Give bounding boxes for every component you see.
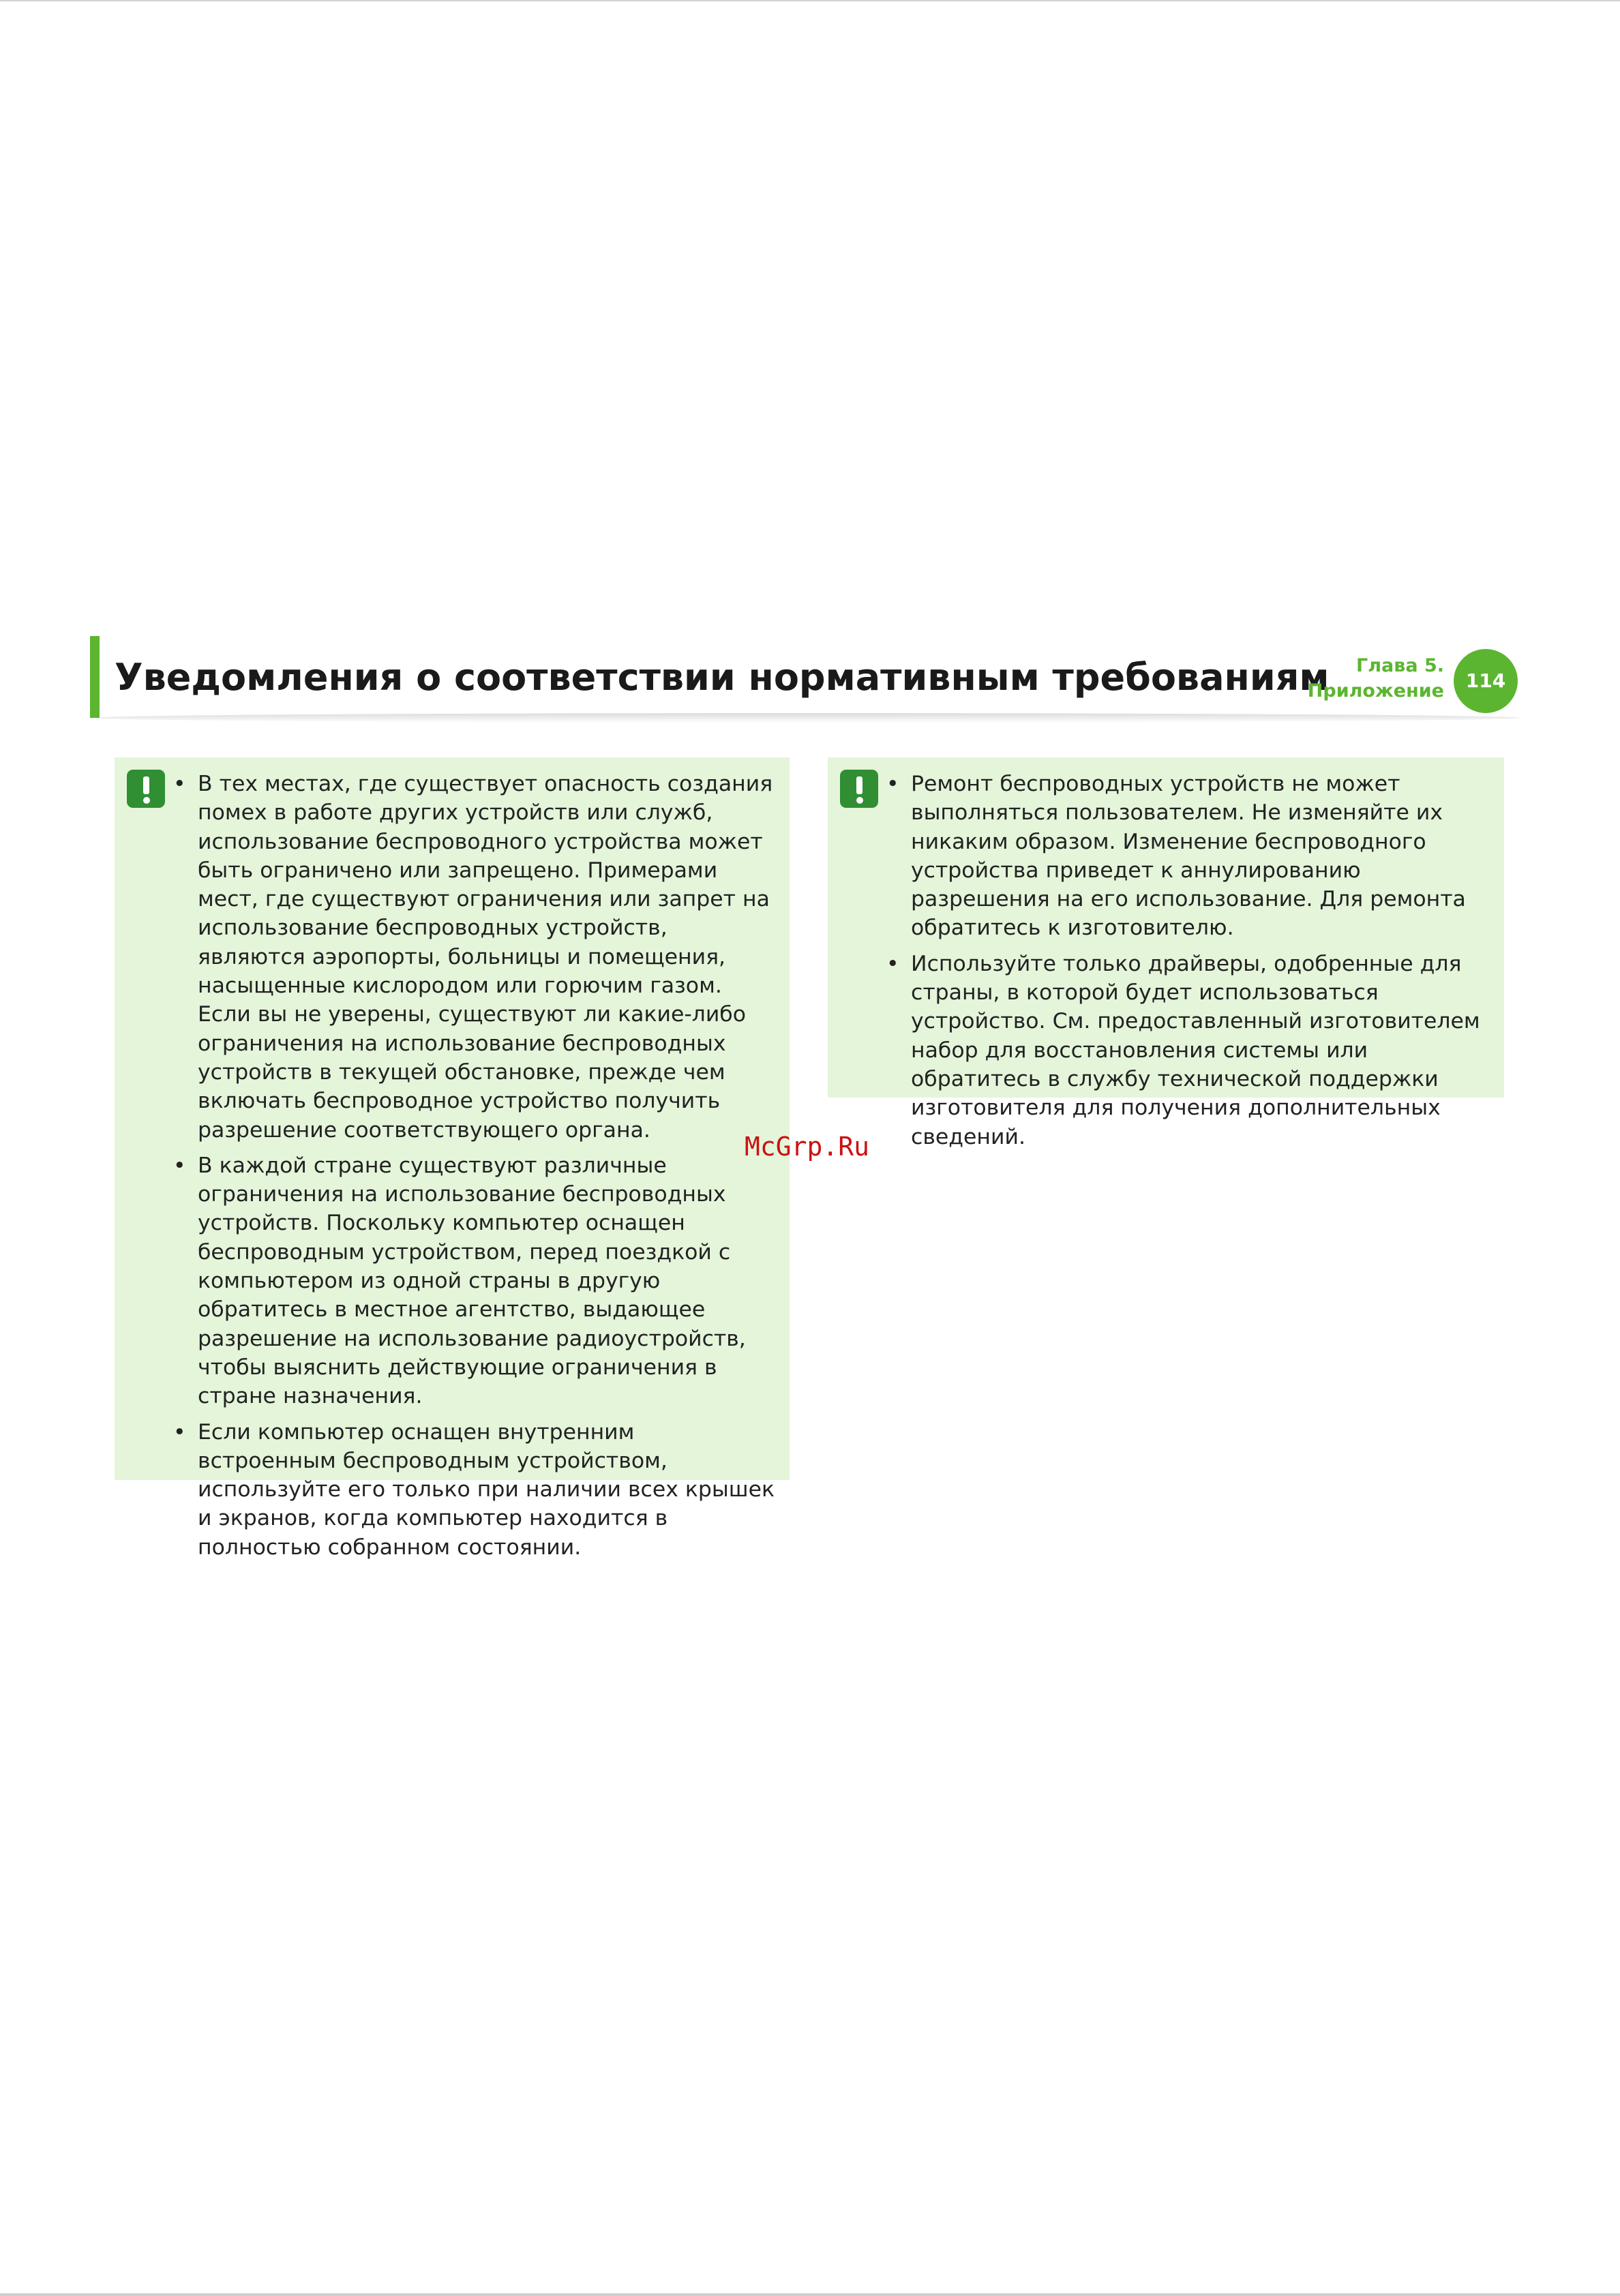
chapter-number: Глава 5. — [1356, 655, 1444, 676]
list-item: • Если компьютер оснащен внутренним встроенным беспроводным устройством, используйте его только при наличии всех крышек и экранов, когда компьютер находится в полностью собранном состоянии. — [198, 1418, 775, 1562]
page-number-badge: 114 — [1454, 649, 1518, 713]
warning-icon — [127, 770, 165, 808]
header-accent-bar — [90, 636, 100, 718]
page-title: Уведомления о соответствии нормативным требованиям — [115, 656, 1330, 699]
chapter-name: Приложение — [1307, 680, 1444, 701]
watermark-text: McGrp.Ru — [745, 1132, 870, 1162]
chapter-label — [1308, 653, 1444, 704]
list-item: • В тех местах, где существует опасность создания помех в работе других устройств или служб, использование беспроводного устройства может быть ограничено или запрещено. Примерами мест, где существуют ограничения или запрет на использование беспроводных устройств, являются аэропорты, больницы и помещения, насыщенные кислородом или горючим газом. Если вы не уверены, существуют ли какие-либо ограничения на использование беспроводных устройств в текущей обстановке, прежде чем включать беспроводное устройство получить разрешение соответствующего органа. — [198, 770, 775, 1145]
warning-note-right — [828, 757, 1504, 1149]
list-item: • В каждой стране существуют различные ограничения на использование беспроводных устройств. Поскольку компьютер оснащен беспроводным устройством, перед поездкой с компьютером из одной страны в другую обратитесь в местное агентство, выдающее разрешение на использование радиоустройств, чтобы выяснить действующие ограничения в стране назначения. — [198, 1151, 775, 1411]
header-divider-shadow — [95, 713, 1520, 723]
page-bottom-border — [0, 2293, 1620, 2296]
list-item: • Ремонт беспроводных устройств не может выполняться пользователем. Не изменяйте их никаким образом. Изменение беспроводного устройства приведет к аннулированию разрешения на его использование. Для ремонта обратитесь к изготовителю. — [911, 770, 1489, 943]
list-item: • Используйте только драйверы, одобренные для страны, в которой будет использоваться устройство. См. предоставленный изготовителем набор для восстановления системы или обратитесь в службу технической поддержки изготовителя для получения дополнительных сведений. — [911, 950, 1489, 1151]
warning-list-right — [911, 770, 1489, 1158]
warning-icon — [840, 770, 878, 808]
page-top-border — [0, 0, 1620, 1]
warning-list-left — [198, 770, 775, 1569]
warning-note-left — [115, 757, 790, 1560]
